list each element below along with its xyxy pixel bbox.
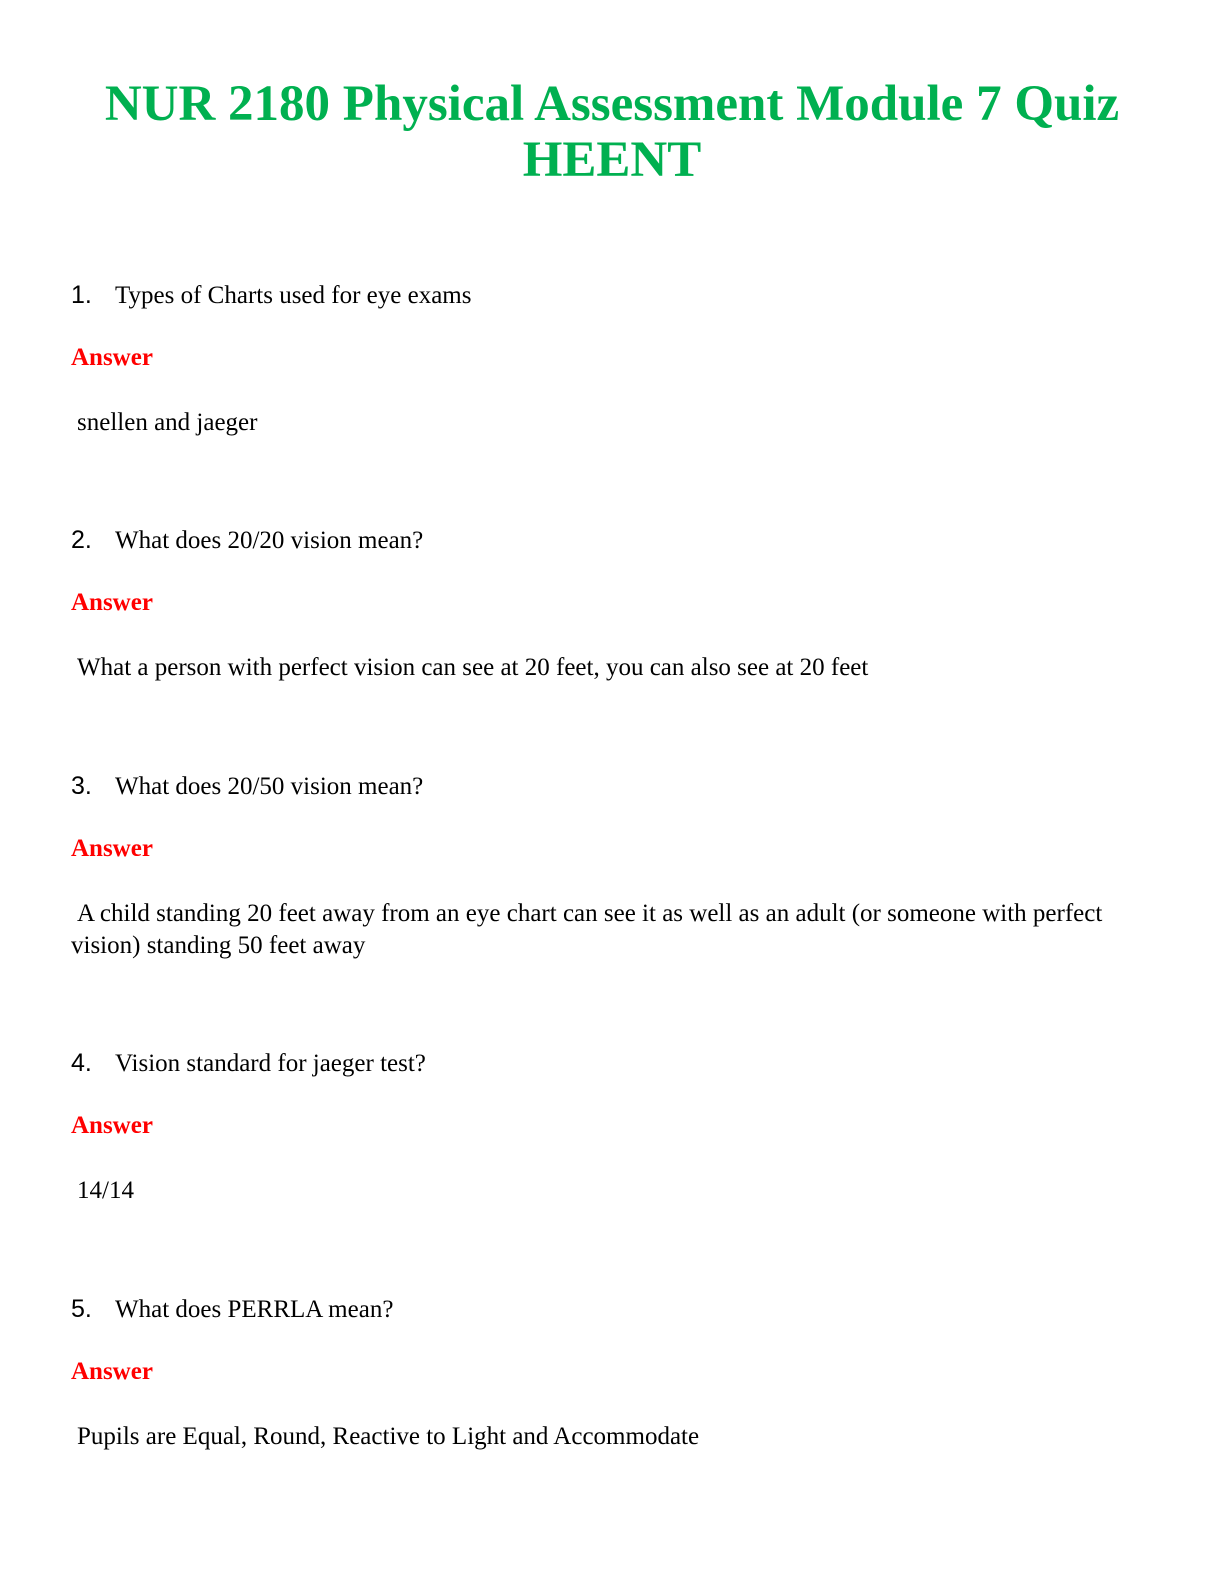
question <box>71 1294 393 1325</box>
question-number: 5. <box>71 1295 92 1323</box>
answer-label: Answer <box>71 344 153 371</box>
title-line-2: HEENT <box>522 132 702 188</box>
question-text: What does 20/20 vision mean? <box>115 527 424 554</box>
answer-text: 14/14 <box>77 1177 134 1204</box>
title-line-1: NUR 2180 Physical Assessment Module 7 Quiz <box>104 76 1120 132</box>
question <box>71 525 423 556</box>
answer-label: Answer <box>71 589 153 616</box>
answer-label: Answer <box>71 1358 153 1385</box>
answer-text: Pupils are Equal, Round, Reactive to Light and Accommodate <box>77 1423 700 1450</box>
answer-text: What a person with perfect vision can see at 20 feet, you can also see at 20 feet <box>77 654 869 681</box>
document-title <box>0 76 1224 188</box>
question <box>71 280 471 311</box>
question-number: 3. <box>71 772 92 800</box>
answer-label: Answer <box>71 835 153 862</box>
question <box>71 1048 426 1079</box>
question-text: What does PERRLA mean? <box>115 1296 394 1323</box>
question-number: 2. <box>71 526 92 554</box>
question-text: Types of Charts used for eye exams <box>115 282 472 309</box>
question <box>71 771 423 802</box>
answer-label: Answer <box>71 1112 153 1139</box>
question-text: Vision standard for jaeger test? <box>115 1050 426 1077</box>
answer-text: snellen and jaeger <box>77 409 258 436</box>
question-number: 4. <box>71 1049 92 1077</box>
answer-text: A child standing 20 feet away from an eye chart can see it as well as an adult (or someone with perfect vision) standing 50 feet away <box>71 900 1103 959</box>
question-text: What does 20/50 vision mean? <box>115 773 424 800</box>
question-number: 1. <box>71 281 92 309</box>
